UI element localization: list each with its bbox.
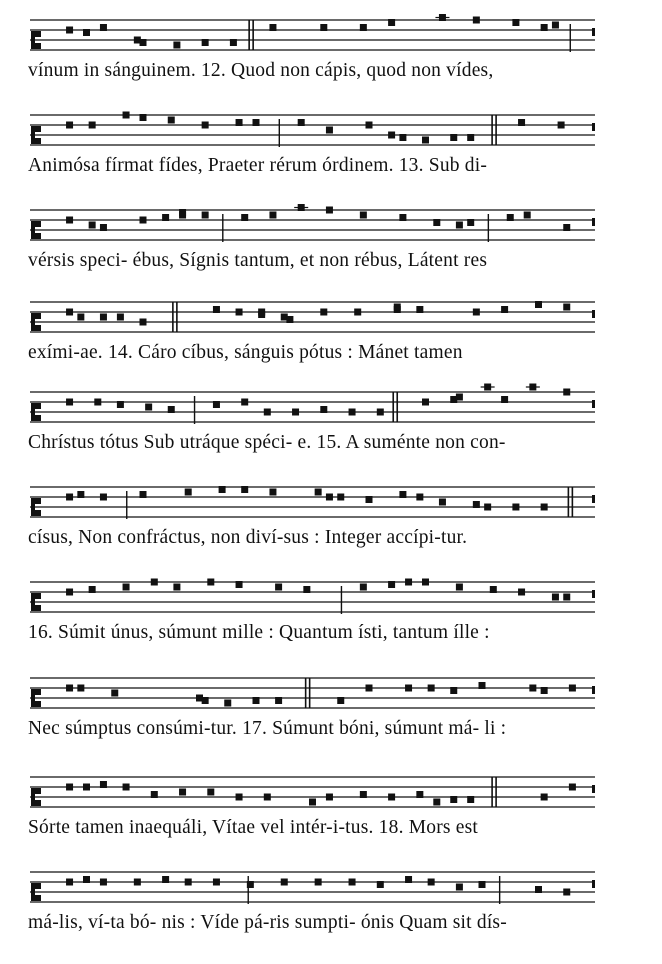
neume-note [179, 789, 186, 796]
neume-note [281, 879, 288, 886]
neume-note [473, 501, 480, 508]
neume-note [518, 589, 525, 596]
staff-10 [0, 860, 662, 910]
double-bar [572, 487, 574, 517]
neume-note [563, 594, 570, 601]
neume-note [439, 499, 446, 506]
neume-note [416, 306, 423, 313]
neume-note [456, 394, 463, 401]
neume-note [360, 24, 367, 31]
neume-note [123, 112, 130, 119]
neume-note [366, 122, 373, 129]
neume-note [456, 222, 463, 229]
neume-note [416, 791, 423, 798]
neume-note [230, 39, 237, 46]
neume-note [140, 39, 147, 46]
neume-note [202, 697, 209, 704]
lyric-line-8: Nec súmptus consúmi-tur. 17. Súmunt bóni, súmunt má- li : [28, 718, 507, 739]
neume-note [286, 316, 293, 323]
neume-note [83, 29, 90, 36]
neume-note [202, 39, 209, 46]
chant-system-7 [0, 570, 662, 672]
neume-note [501, 306, 508, 313]
neume-note [185, 879, 192, 886]
chant-system-3 [0, 198, 662, 300]
neume-note [66, 399, 73, 406]
lyric-line-6: císus, Non confráctus, non diví-sus : Integer accípi-tur. [28, 527, 468, 548]
neume-note [541, 687, 548, 694]
neume-note [66, 27, 73, 34]
double-bar [252, 20, 254, 50]
double-bar [568, 487, 570, 517]
lyric-line-7: 16. Súmit únus, súmunt mille : Quantum ísti, tantum ílle : [28, 622, 490, 643]
custos-icon [592, 880, 595, 888]
neume-note [326, 207, 333, 214]
neume-note [66, 589, 73, 596]
custos-icon [592, 400, 595, 408]
neume-note [326, 127, 333, 134]
neume-note [89, 122, 96, 129]
neume-note [422, 137, 429, 144]
neume-note [563, 304, 570, 311]
custos-icon [592, 590, 595, 598]
neume-note [140, 491, 147, 498]
neume-note [292, 409, 299, 416]
double-bar [491, 115, 493, 145]
neume-note [236, 309, 243, 316]
neume-note [162, 214, 169, 221]
neume-note [388, 794, 395, 801]
neume-note [100, 879, 107, 886]
neume-note [394, 304, 401, 311]
neume-note [433, 799, 440, 806]
neume-note [541, 794, 548, 801]
neume-note [151, 791, 158, 798]
neume-note [563, 889, 570, 896]
neume-note [479, 881, 486, 888]
neume-note [473, 309, 480, 316]
neume-note [388, 19, 395, 26]
double-bar [305, 678, 307, 708]
neume-note [100, 494, 107, 501]
neume-note [428, 685, 435, 692]
lyric-line-1: vínum in sánguinem. 12. Quod non cápis, quod non vídes, [28, 60, 494, 81]
neume-note [541, 24, 548, 31]
neume-note [253, 697, 260, 704]
chant-system-2 [0, 103, 662, 205]
double-bar [248, 20, 250, 50]
neume-note [173, 584, 180, 591]
neume-note [354, 309, 361, 316]
neume-note [66, 685, 73, 692]
neume-note [224, 700, 231, 707]
neume-note [337, 697, 344, 704]
staff-2 [0, 103, 662, 153]
chant-system-6 [0, 475, 662, 577]
lyric-line-4: exími-ae. 14. Cáro cíbus, sánguis pótus : Mánet tamen [28, 342, 463, 363]
custos-icon [592, 310, 595, 318]
neume-note [77, 685, 84, 692]
custos-icon [592, 218, 595, 226]
neume-note [123, 784, 130, 791]
neume-note [77, 491, 84, 498]
neume-note [83, 784, 90, 791]
double-bar [172, 302, 174, 332]
staff-1 [0, 8, 662, 58]
neume-note [399, 134, 406, 141]
neume-note [241, 399, 248, 406]
neume-note [236, 119, 243, 126]
chant-system-9 [0, 765, 662, 867]
neume-note [377, 881, 384, 888]
chant-system-8 [0, 666, 662, 768]
neume-note [275, 584, 282, 591]
lyric-line-3: vérsis speci- ébus, Sígnis tantum, et non rébus, Látent res [28, 250, 488, 271]
double-bar [392, 392, 394, 422]
neume-note [518, 119, 525, 126]
neume-note [535, 886, 542, 893]
neume-note [207, 789, 214, 796]
neume-note [117, 314, 124, 321]
chant-system-1 [0, 8, 662, 110]
neume-note [315, 489, 322, 496]
neume-note [467, 796, 474, 803]
neume-note [241, 214, 248, 221]
neume-note [473, 17, 480, 24]
neume-note [399, 491, 406, 498]
neume-note [134, 879, 141, 886]
neume-note [83, 876, 90, 883]
neume-note [450, 687, 457, 694]
double-bar [309, 678, 311, 708]
double-bar [495, 115, 497, 145]
neume-note [552, 594, 559, 601]
lyric-line-10: má-lis, ví-ta bó- nis : Víde pá-ris sumpti- ónis Quam sit dís- [28, 912, 507, 933]
staff-3 [0, 198, 662, 248]
neume-note [162, 876, 169, 883]
neume-note [326, 494, 333, 501]
neume-note [456, 884, 463, 891]
neume-note [298, 119, 305, 126]
neume-note [563, 224, 570, 231]
chant-system-5 [0, 380, 662, 482]
bar-line [194, 396, 195, 424]
neume-note [433, 219, 440, 226]
neume-note [236, 794, 243, 801]
custos-icon [592, 28, 595, 36]
neume-note [213, 306, 220, 313]
neume-note [558, 122, 565, 129]
neume-note [405, 685, 412, 692]
neume-note [140, 114, 147, 121]
neume-note [241, 486, 248, 493]
neume-note [337, 494, 344, 501]
neume-note [264, 409, 271, 416]
neume-note [507, 214, 514, 221]
neume-note [140, 217, 147, 224]
neume-note [66, 217, 73, 224]
neume-note [213, 879, 220, 886]
neume-note [524, 212, 531, 219]
neume-note [326, 794, 333, 801]
neume-note [236, 581, 243, 588]
neume-note [145, 404, 152, 411]
neume-note [269, 489, 276, 496]
neume-note [66, 494, 73, 501]
neume-note [207, 579, 214, 586]
neume-note [428, 879, 435, 886]
neume-note [490, 586, 497, 593]
neume-note [349, 879, 356, 886]
staff-7 [0, 570, 662, 620]
neume-note [535, 301, 542, 308]
neume-note [66, 309, 73, 316]
neume-note [258, 311, 265, 318]
neume-note [100, 781, 107, 788]
double-bar [491, 777, 493, 807]
custos-icon [592, 123, 595, 131]
neume-note [168, 406, 175, 413]
neume-note [173, 42, 180, 49]
neume-note [66, 122, 73, 129]
neume-note [123, 584, 130, 591]
neume-note [66, 879, 73, 886]
neume-note [512, 504, 519, 511]
neume-note [89, 222, 96, 229]
neume-note [349, 409, 356, 416]
neume-note [89, 586, 96, 593]
neume-note [117, 401, 124, 408]
neume-note [405, 579, 412, 586]
custos-icon [592, 495, 595, 503]
neume-note [388, 581, 395, 588]
neume-note [450, 796, 457, 803]
neume-note [185, 489, 192, 496]
neume-note [366, 496, 373, 503]
neume-note [269, 24, 276, 31]
neume-note [405, 876, 412, 883]
neume-note [360, 212, 367, 219]
neume-note [179, 209, 186, 216]
lyric-line-9: Sórte tamen inaequáli, Vítae vel intér-i-tus. 18. Mors est [28, 817, 479, 838]
neume-note [140, 319, 147, 326]
neume-note [320, 24, 327, 31]
bar-line [341, 586, 342, 614]
bar-line [570, 24, 571, 52]
neume-note [202, 212, 209, 219]
staff-6 [0, 475, 662, 525]
neume-note [501, 396, 508, 403]
bar-line [488, 214, 489, 242]
neume-note [275, 697, 282, 704]
staff-9 [0, 765, 662, 815]
neume-note [100, 224, 107, 231]
neume-note [219, 486, 226, 493]
neume-note [563, 389, 570, 396]
neume-note [388, 132, 395, 139]
double-bar [396, 392, 398, 422]
bar-line [499, 876, 500, 904]
neume-note [422, 579, 429, 586]
bar-line [222, 214, 223, 242]
neume-note [377, 409, 384, 416]
staff-5 [0, 380, 662, 430]
custos-icon [592, 686, 595, 694]
neume-note [360, 791, 367, 798]
double-bar [176, 302, 178, 332]
neume-note [541, 504, 548, 511]
neume-note [422, 399, 429, 406]
neume-note [529, 685, 536, 692]
neume-note [569, 784, 576, 791]
neume-note [360, 584, 367, 591]
neume-note [253, 119, 260, 126]
neume-note [303, 586, 310, 593]
neume-note [467, 134, 474, 141]
neume-note [366, 685, 373, 692]
neume-note [467, 219, 474, 226]
neume-note [111, 690, 118, 697]
bar-line [126, 491, 127, 519]
neume-note [264, 794, 271, 801]
bar-line [279, 119, 280, 147]
neume-note [450, 134, 457, 141]
staff-8 [0, 666, 662, 716]
lyric-line-2: Animósa fírmat fídes, Praeter rérum órdinem. 13. Sub di- [28, 155, 488, 176]
neume-note [66, 784, 73, 791]
staff-4 [0, 290, 662, 340]
chant-system-10 [0, 860, 662, 962]
neume-note [569, 685, 576, 692]
neume-note [247, 881, 254, 888]
neume-note [213, 401, 220, 408]
neume-note [416, 494, 423, 501]
neume-note [552, 22, 559, 29]
neume-note [100, 24, 107, 31]
custos-icon [592, 785, 595, 793]
neume-note [151, 579, 158, 586]
neume-note [309, 799, 316, 806]
double-bar [495, 777, 497, 807]
neume-note [77, 314, 84, 321]
neume-note [484, 504, 491, 511]
neume-note [94, 399, 101, 406]
neume-note [320, 309, 327, 316]
lyric-line-5: Chrístus tótus Sub utráque spéci- e. 15. A suménte non con- [28, 432, 506, 453]
neume-note [399, 214, 406, 221]
neume-note [456, 584, 463, 591]
neume-note [315, 879, 322, 886]
neume-note [512, 19, 519, 26]
neume-note [100, 314, 107, 321]
neume-note [479, 682, 486, 689]
neume-note [168, 117, 175, 124]
neume-note [320, 406, 327, 413]
chant-system-4 [0, 290, 662, 392]
neume-note [202, 122, 209, 129]
bar-line [248, 876, 249, 904]
neume-note [269, 212, 276, 219]
